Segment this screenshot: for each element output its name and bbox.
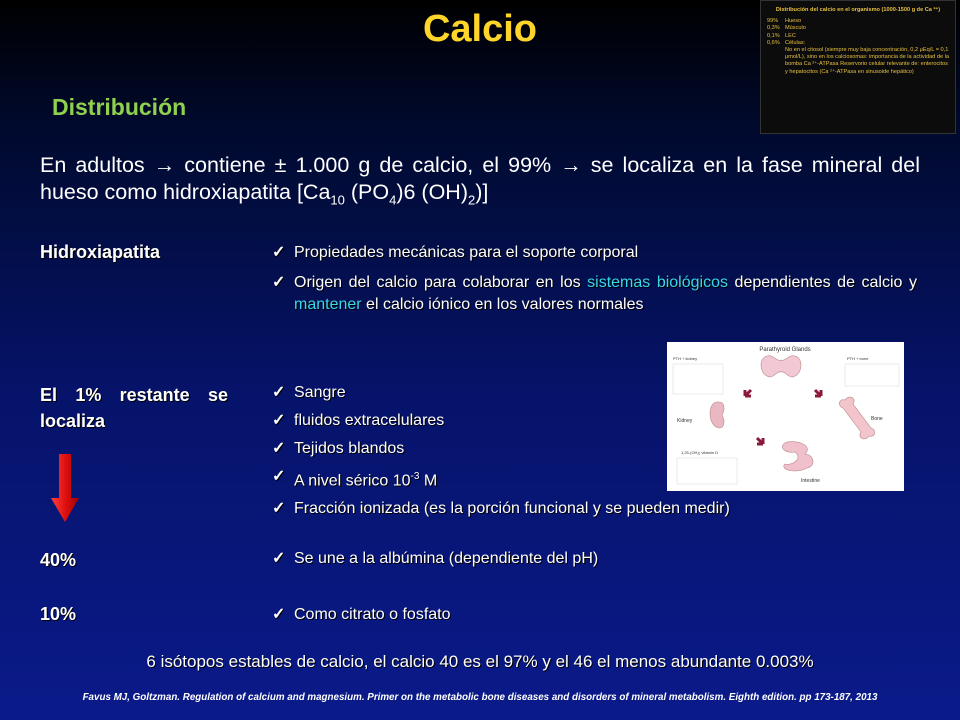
check-icon: ✓ (272, 384, 286, 401)
list-item: ✓ Se une a la albúmina (dependiente del pH) (272, 548, 917, 570)
list-item: ✓ A nivel sérico $10^{-3}$ M (272, 466, 917, 492)
intro-paragraph: En adultos → contiene ± 1.000 g de calcio, el 99% → se localiza en la fase mineral del hueso como hidroxiapatita [$Ca_{10}$ $(PO_4)6$ $(OH)_2$)] (40, 153, 920, 208)
inset-row: 0,3% Músculo (767, 25, 806, 32)
svg-text:Intestine: Intestine (801, 478, 820, 484)
label-40-percent: 40% (40, 550, 77, 570)
check-icon: ✓ (272, 550, 286, 567)
inset-detail: No en el citosol (siempre muy baja concentración, 0,2 μEq/L = 0,1 μmol/L), sino en los calciosomas: importancia de la actividad de la bomba Ca ²⁺-ATPasa Reservorio celular relevante de: enterocitos y hepatocitos (Ca ²⁺-ATPasa en sinusoide hepático) (785, 47, 949, 75)
list-item: ✓ Tejidos blandos (272, 438, 917, 460)
list-item: ✓ Como citrato o fosfato (272, 604, 917, 626)
inset-row: 99% Hueso (767, 18, 802, 25)
isotopes-note: 6 isótopos estables de calcio, el calcio 40 es el 97% y el 46 el menos abundante 0.003% (146, 652, 814, 671)
p40-list (272, 548, 917, 576)
list-item: ✓ Sangre (272, 382, 917, 404)
reference-citation: Favus MJ, Goltzman. Regulation of calcium and magnesium. Primer on the metabolic bone diseases and disorders of mineral metabolism. Eighth edition. pp 173-187, 2013 (82, 692, 878, 703)
distribution-inset-table (760, 0, 956, 134)
check-icon: ✓ (272, 468, 286, 485)
check-icon: ✓ (272, 500, 286, 518)
check-icon: ✓ (272, 412, 286, 429)
svg-text:Bone: Bone (871, 416, 883, 422)
list-item: ✓ fluidos extracelulares (272, 410, 917, 432)
list-item: ✓ Propiedades mecánicas para el soporte corporal (272, 242, 917, 264)
calcium-regulation-figure (667, 342, 904, 491)
label-hidroxiapatita: Hidroxiapatita (40, 242, 161, 262)
svg-text:Kidney: Kidney (677, 418, 693, 424)
hidroxiapatita-list (272, 242, 917, 322)
figure-label-parathyroid: Parathyroid Glands (759, 347, 811, 353)
down-arrow-icon (50, 452, 80, 524)
list-item: ✓ Origen del calcio para colaborar en los sistemas biológicos dependientes de calcio y mantener el calcio iónico en los valores normales (272, 272, 917, 316)
inset-row: 0,6% Células: (767, 39, 806, 46)
svg-text:1,25-(OH)₂ vitamin D: 1,25-(OH)₂ vitamin D (681, 450, 719, 455)
p10-list (272, 604, 917, 632)
check-icon: ✓ (272, 440, 286, 457)
inset-row: 0,1% LEC (767, 32, 796, 39)
label-10-percent: 10% (40, 604, 77, 624)
list-item: ✓ Fracción ionizada (es la porción funcional y se pueden medir) (272, 498, 917, 520)
section-subtitle: Distribución (52, 94, 187, 120)
check-icon: ✓ (272, 244, 286, 261)
label-restante: El 1% restante se localiza (40, 385, 228, 431)
slide-title: Calcio (422, 8, 538, 50)
svg-text:PTH + kidney: PTH + kidney (673, 356, 698, 361)
svg-text:PTH + bone: PTH + bone (847, 356, 869, 361)
inset-heading: Distribución del calcio en el organismo (1000-1500 g de Ca ²⁺) (775, 7, 941, 13)
check-icon: ✓ (272, 606, 286, 623)
check-icon: ✓ (272, 274, 286, 291)
